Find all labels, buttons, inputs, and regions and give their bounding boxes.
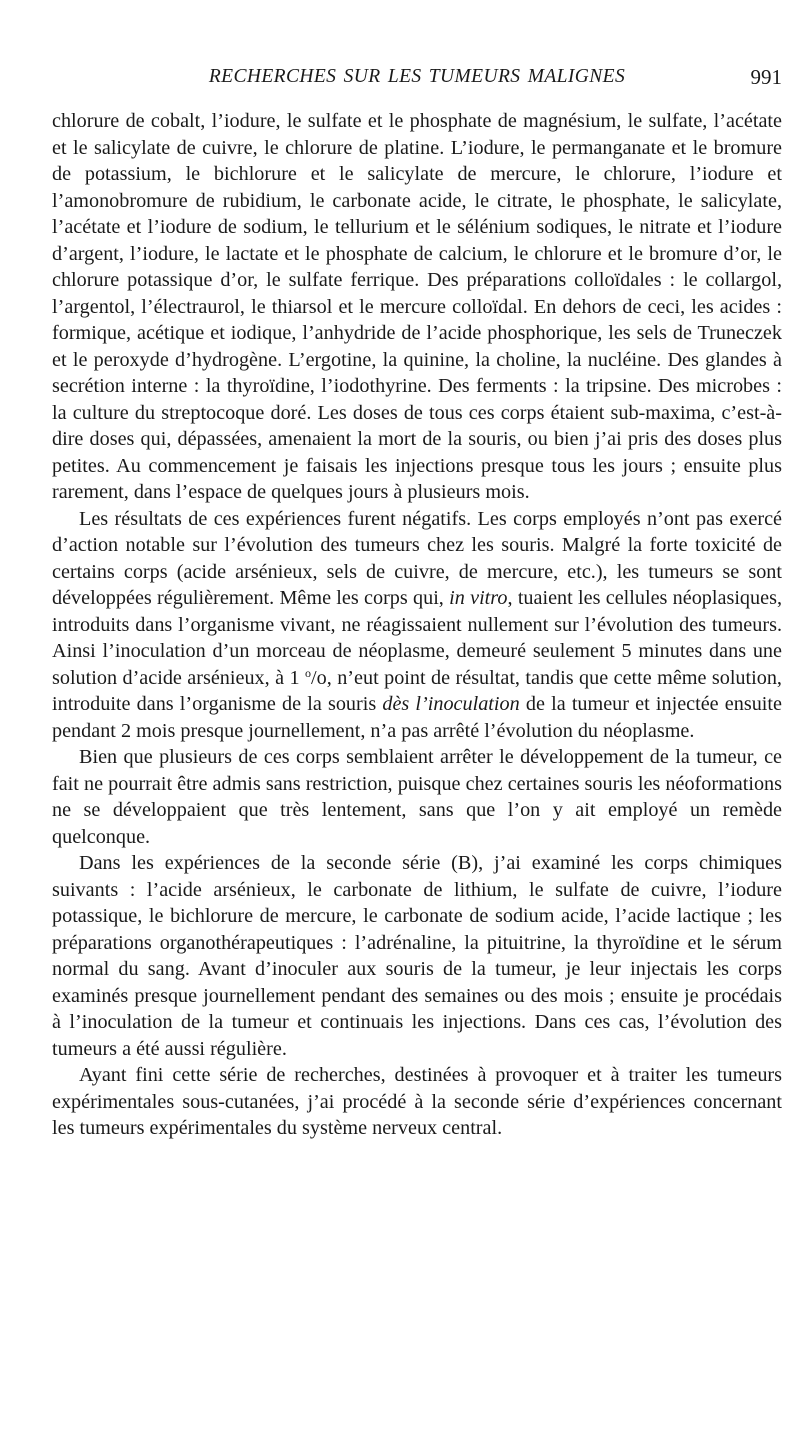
paragraph-2-part-4: de la tumeur et injectée ensuite pendant 2 mois presque journellement, n’a pas arrêté l’évolution du néoplasme.	[52, 693, 782, 742]
paragraph-1: chlorure de cobalt, l’iodure, le sulfate et le phosphate de magnésium, le sulfate, l’acétate et le salicylate de cuivre, le chlorure de platine. L’iodure, le permanganate et le bromure de potassium, le bichlorure et le salicylate de mercure, le chlorure, l’iodure et l’amonobromure de rubidium, le carbonate acide, le citrate, le phosphate, le salicylate, l’acétate et l’iodure de sodium, le tellurium et le sélénium sodiques, le nitrate et l’iodure d’argent, l’iodure, le lactate et le phosphate de calcium, le chlorure et le bromure d’or, le chlorure potassique d’or, le sulfate ferrique. Des préparations colloïdales : le collargol, l’argentol, l’électraurol, le thiarsol et le mercure colloïdal. En dehors de ceci, les acides : formique, acétique et iodique, l’anhydride de l’acide phosphorique, les sels de Truneczek et le peroxyde d’hydrogène. L’ergotine, la quinine, la choline, la nucléine. Des glandes à secrétion interne : la thyroïdine, l’iodothyrine. Des ferments : la tripsine. Des microbes : la culture du streptocoque doré. Les doses de tous ces corps étaient sub-maxima, c’est-à-dire doses qui, dépassées, amenaient la mort de la souris, ou bien j’ai pris des doses plus petites. Au commencement je faisais les injections presque tous les jours ; ensuite plus rarement, dans l’espace de quelques jours à plusieurs mois.	[52, 110, 782, 503]
paragraph-3: Bien que plusieurs de ces corps semblaient arrêter le développement de la tumeur, ce fait ne pourrait être admis sans restriction, puisque chez certaines souris les néoformations ne se développaient que très lentement, sans que l’on y ait employé un remède quelconque.	[52, 746, 782, 848]
paragraph-4: Dans les expériences de la seconde série (B), j’ai examiné les corps chimiques suivants : l’acide arsénieux, le carbonate de lithium, le sulfate de cuivre, l’iodure potassique, le bichlorure de mercure, le carbonate de sodium acide, l’acide lactique ; les préparations organothérapeutiques : l’adrénaline, la pituitrine, la thyroïdine et le sérum normal du sang. Avant d’inoculer aux souris de la tumeur, je leur injectais les corps examinés presque journellement pendant des semaines ou des mois ; ensuite je procédais à l’inoculation de la tumeur et continuais les injections. Dans ces cas, l’évolution des tumeurs a été aussi régulière.	[52, 852, 782, 1060]
italic-in-vitro: in vitro	[449, 587, 508, 609]
running-title: RECHERCHES SUR LES TUMEURS MALIGNES	[208, 66, 626, 87]
page-number: 991	[750, 65, 782, 89]
paragraph-2-part-3: , n’eut point de résultat, tandis que cette même solution, introduite dans l’organisme de la souris	[52, 666, 782, 715]
percent-subscript: /o	[311, 666, 327, 689]
italic-des-inoculation: dès l’inoculation	[382, 693, 520, 715]
percent-superscript: o	[305, 665, 312, 680]
running-header	[52, 62, 782, 92]
body-text	[52, 108, 782, 1142]
paragraph-2	[52, 506, 782, 745]
paragraph-2-part-2: , tuaient les cellules néoplasiques, introduits dans l’organisme vivant, ne réagissaient nullement sur l’évolution des tumeurs. Ainsi l’inoculation d’un morceau de néoplasme, demeuré seulement 5 minutes dans une solution d’acide arsénieux, à 1	[52, 587, 782, 689]
paragraph-5: Ayant fini cette série de recherches, destinées à provoquer et à traiter les tumeurs expérimentales sous-cutanées, j’ai procédé à la seconde série d’expériences concernant les tumeurs expérimentales du système nerveux central.	[52, 1064, 782, 1139]
paragraph-2-part-1: Les résultats de ces expériences furent négatifs. Les corps employés n’ont pas exercé d’action notable sur l’évolution des tumeurs chez les souris. Malgré la forte toxicité de certains corps (acide arsénieux, sels de cuivre, de mercure, etc.), les tumeurs se sont développées régulièrement. Même les corps qui,	[52, 507, 782, 609]
